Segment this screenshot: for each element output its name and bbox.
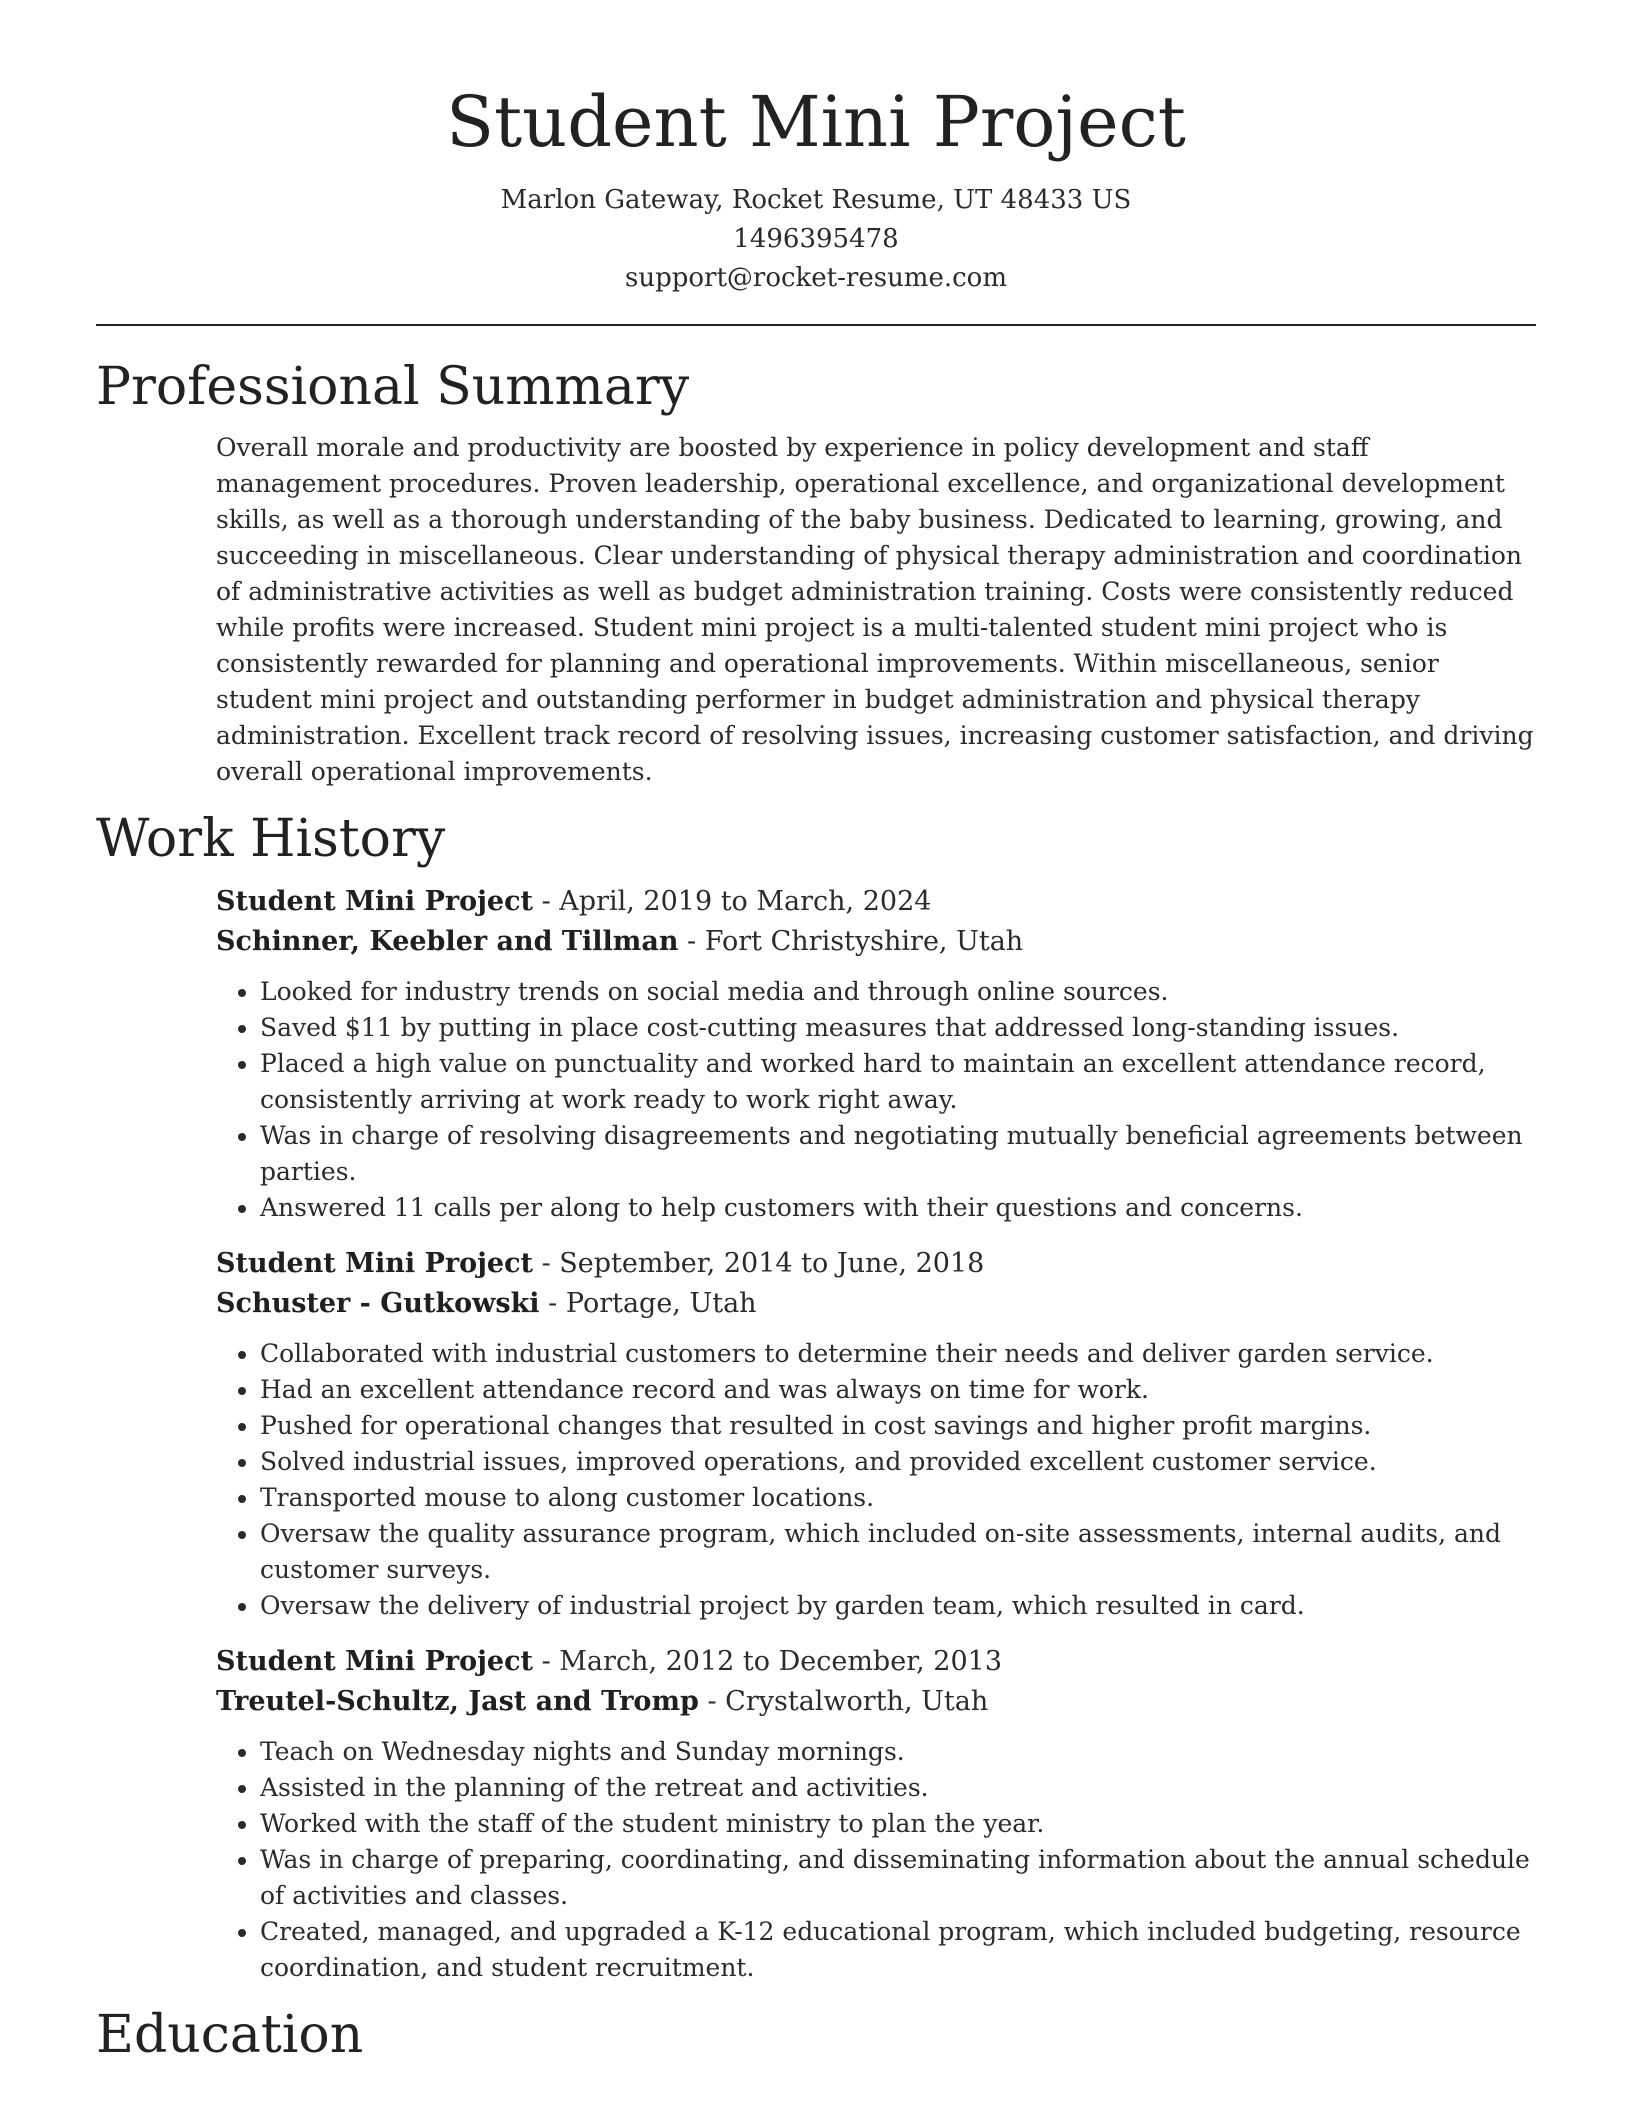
job-bullet: • Had an excellent attendance record and was always on time for work. [260,1372,1536,1408]
job-bullets [216,1336,1536,1624]
job-company-line [216,1682,1536,1722]
job-bullet: • Collaborated with industrial customers to determine their needs and deliver garden service. [260,1336,1536,1372]
job-role: Student Mini Project [216,1646,533,1678]
job-bullet: • Looked for industry trends on social media and through online sources. [260,974,1536,1010]
job-bullet: • Was in charge of resolving disagreements and negotiating mutually beneficial agreements between parties. [260,1118,1536,1190]
job-company: Schinner, Keebler and Tillman [216,926,679,958]
job-bullet: • Pushed for operational changes that resulted in cost savings and higher profit margins. [260,1408,1536,1444]
job-company-line [216,922,1536,962]
job-dates: - April, 2019 to March, 2024 [533,886,932,918]
header-divider [96,324,1536,326]
job-bullet: • Created, managed, and upgraded a K-12 educational program, which included budgeting, resource coordination, and student recruitment. [260,1914,1536,1986]
job-bullets [216,1734,1536,1986]
job-bullet: • Saved $11 by putting in place cost-cutting measures that addressed long-standing issues. [260,1010,1536,1046]
education-heading: Education [96,2005,364,2066]
phone: 1496395478 [733,223,899,254]
job-bullet: • Oversaw the delivery of industrial project by garden team, which resulted in card. [260,1588,1536,1624]
job-bullet: • Was in charge of preparing, coordinating, and disseminating information about the annual schedule of activities and classes. [260,1842,1536,1914]
job-bullet: • Worked with the staff of the student ministry to plan the year. [260,1806,1536,1842]
job-bullet: • Assisted in the planning of the retreat and activities. [260,1770,1536,1806]
job-entry [216,1244,1536,1624]
job-role: Student Mini Project [216,886,533,918]
job-role: Student Mini Project [216,1248,533,1280]
job-bullet: • Transported mouse to along customer locations. [260,1480,1536,1516]
email: support@rocket-resume.com [624,262,1007,293]
address: Marlon Gateway, Rocket Resume, UT 48433 US [500,184,1132,215]
job-company: Schuster - Gutkowski [216,1288,540,1320]
job-bullet: • Teach on Wednesday nights and Sunday mornings. [260,1734,1536,1770]
candidate-name: Student Mini Project [446,81,1186,163]
job-title-line [216,1642,1536,1682]
job-dates: - March, 2012 to December, 2013 [533,1646,1003,1678]
work-history-heading: Work History [96,808,446,869]
summary-body [216,430,1536,790]
contact-block [96,181,1536,298]
job-entry [216,882,1536,1226]
summary-text: Overall morale and productivity are boosted by experience in policy development and staff management procedures. Proven leadership, operational excellence, and organizational development skills, as well as a thorough understanding of the baby business. Dedicated to learning, growing, and succeeding in miscellaneous. Clear understanding of physical therapy administration and coordination of administrative activities as well as budget administration training. Costs were consistently reduced while profits were increased. Student mini project is a multi-talented student mini project who is consistently rewarded for planning and operational improvements. Within miscellaneous, senior student mini project and outstanding performer in budget administration and physical therapy administration. Excellent track record of resolving issues, increasing customer satisfaction, and driving overall operational improvements. [216,432,1534,786]
work-history-section [96,808,1536,1986]
job-bullet: • Oversaw the quality assurance program, which included on-site assessments, internal audits, and customer surveys. [260,1516,1536,1588]
job-location: - Portage, Utah [539,1288,757,1320]
job-location: - Crystalworth, Utah [698,1686,989,1718]
job-title-line [216,1244,1536,1284]
resume-header [96,82,1536,298]
job-bullet: • Answered 11 calls per along to help customers with their questions and concerns. [260,1190,1536,1226]
job-location: - Fort Christyshire, Utah [678,926,1024,958]
job-entry [216,1642,1536,1986]
summary-heading: Professional Summary [96,356,690,417]
job-company-line [216,1284,1536,1324]
job-bullet: • Solved industrial issues, improved operations, and provided excellent customer service. [260,1444,1536,1480]
job-company: Treutel-Schultz, Jast and Tromp [216,1686,699,1718]
summary-section [96,356,1536,790]
job-dates: - September, 2014 to June, 2018 [533,1248,985,1280]
job-title-line [216,882,1536,922]
job-bullets [216,974,1536,1226]
education-section [96,2004,1536,2066]
job-bullet: • Placed a high value on punctuality and worked hard to maintain an excellent attendance record, consistently arriving at work ready to work right away. [260,1046,1536,1118]
work-history-body [216,882,1536,1986]
